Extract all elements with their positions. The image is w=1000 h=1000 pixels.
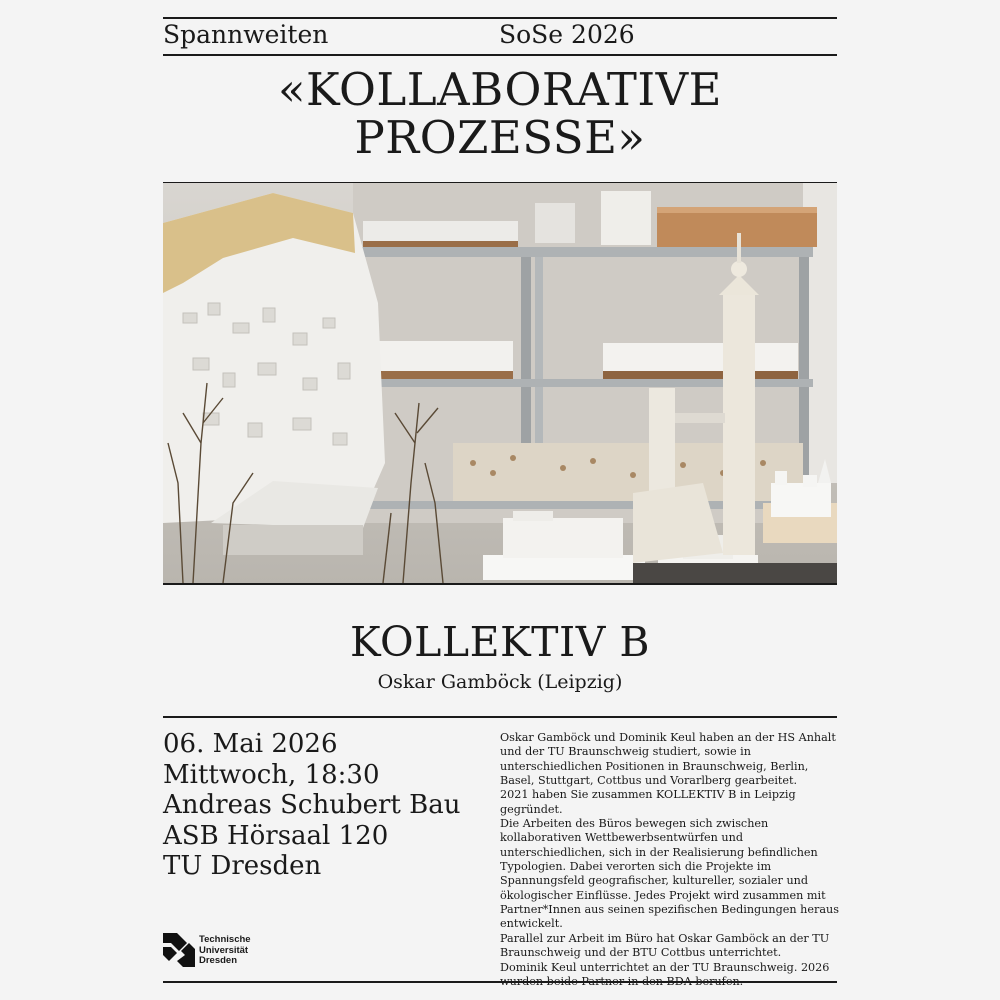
header bbox=[163, 20, 837, 54]
event-institution: TU Dresden bbox=[163, 851, 322, 881]
bottom-rule bbox=[163, 981, 837, 983]
header-rule bbox=[163, 54, 837, 56]
title-line-1: «KOLLABORATIVE bbox=[278, 63, 722, 116]
architecture-models-photo bbox=[163, 183, 837, 584]
bio-paragraph: Dominik Keul unterrichtet an der TU Braunschweig. 2026 bbox=[500, 960, 830, 974]
logo-line-1: Technische bbox=[199, 934, 251, 945]
event-date: 06. Mai 2026 bbox=[163, 729, 338, 759]
top-rule bbox=[163, 17, 837, 19]
speaker-name: KOLLEKTIV B bbox=[350, 618, 650, 666]
tu-dresden-logo-mark bbox=[163, 933, 195, 967]
logo-line-2: Universität bbox=[199, 944, 249, 956]
event-details bbox=[163, 729, 483, 882]
series-title: Spannweiten bbox=[163, 20, 329, 49]
models-illustration bbox=[163, 183, 837, 584]
tu-dresden-logo bbox=[163, 933, 273, 969]
bio-paragraph: Oskar Gamböck und Dominik Keul haben an der HS Anhalt und der TU Braunschweig studiert, sowie in unterschiedlichen Positionen in Braunschweig, Berlin, Basel, Stuttgart, Cottbus und Vorarlberg gearbeitet. bbox=[500, 731, 836, 788]
logo-line-3: Dresden bbox=[199, 955, 238, 966]
bio-paragraph: Die Arbeiten des Büros bewegen sich zwischen kollaborativen Wettbewerbsentwürfen und unterschiedlichen, sich in der Realisierung befindlichen Typologien. Dabei verorten sich die Projekte im Spannungsfeld geografischer, kultureller, sozialer und ökologischer Einflüsse. Jedes Projekt wird zusammen mit Partner*Innen aus seinen spezifischen Bedingungen heraus entwickelt. bbox=[500, 817, 839, 931]
details-rule bbox=[163, 716, 837, 718]
semester-label: SoSe 2026 bbox=[499, 20, 635, 49]
event-room: ASB Hörsaal 120 bbox=[163, 820, 389, 851]
speaker-bio bbox=[500, 731, 845, 989]
photo-bottom-rule bbox=[163, 583, 837, 585]
tu-dresden-wordmark bbox=[199, 935, 251, 967]
lecture-title bbox=[163, 63, 837, 164]
bio-paragraph: Parallel zur Arbeit im Büro hat Oskar Gamböck an der TU Braunschweig und der BTU Cottbus unterrichtet. bbox=[500, 931, 830, 960]
bio-paragraph: 2021 haben Sie zusammen KOLLEKTIV B in Leipzig gegründet. bbox=[500, 788, 796, 816]
speaker-subtitle: Oskar Gamböck (Leipzig) bbox=[377, 671, 623, 693]
title-line-2: PROZESSE» bbox=[354, 111, 646, 164]
event-time: Mittwoch, 18:30 bbox=[163, 759, 380, 790]
event-building: Andreas Schubert Bau bbox=[163, 790, 461, 820]
